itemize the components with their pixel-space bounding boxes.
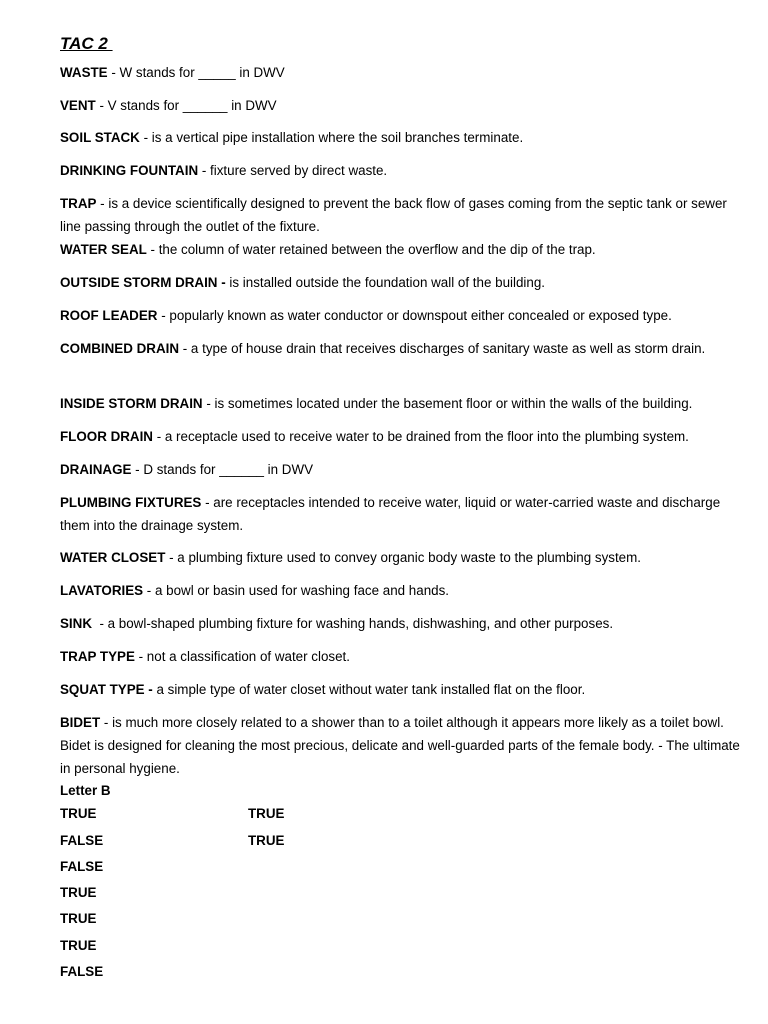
entry-term: SINK [60,616,92,631]
entry-definition: - is much more closely related to a shower than to a toilet although it appears more likely as a toilet bowl. Bidet is designed for cleaning the most precious, delicate and well-guarded parts of the female body. - The ultimate in personal hygiene. [60,715,740,776]
answer-col1-5: TRUE [60,911,97,926]
entry-trap [60,192,740,238]
entry-definition: - a bowl-shaped plumbing fixture for washing hands, dishwashing, and other purposes. [92,616,614,631]
entry-definition: a simple type of water closet without water tank installed flat on the floor. [152,682,586,697]
answer-col1-6: TRUE [60,938,97,953]
entry-combined-drain [60,337,740,360]
entry-term: BIDET [60,715,101,730]
answer-col1-4: TRUE [60,885,97,900]
entry-roof-leader [60,304,740,327]
entry-sink [60,612,740,635]
entry-definition: - is a device scientifically designed to prevent the back flow of gases coming from the septic tank or sewer line passing through the outlet of the fixture. [60,196,727,234]
entry-definition: - a bowl or basin used for washing face and hands. [143,583,450,598]
entry-drinking-fountain [60,159,740,182]
answer-col1-3: FALSE [60,859,104,874]
entry-definition: - not a classification of water closet. [134,649,350,664]
entry-definition: - a plumbing fixture used to convey organic body waste to the plumbing system. [165,550,642,565]
answer-col1-1: TRUE [60,806,97,821]
entry-term: WATER SEAL [60,242,147,257]
entry-term: OUTSIDE STORM DRAIN - [60,275,226,290]
entry-term: DRINKING FOUNTAIN [60,163,199,178]
entry-term: VENT [60,98,96,113]
entry-term: COMBINED DRAIN [60,341,180,356]
answer-col2-2: TRUE [248,833,285,848]
entry-water-closet [60,546,740,569]
entry-definition: - is sometimes located under the basement floor or within the walls of the building. [202,396,693,411]
entry-definition: - the column of water retained between the overflow and the dip of the trap. [146,242,596,257]
entry-term: FLOOR DRAIN [60,429,153,444]
letter-b-heading: Letter B [60,783,111,798]
entry-term: SQUAT TYPE - [60,682,153,697]
answer-col1-2: FALSE [60,833,104,848]
entry-definition: - a type of house drain that receives discharges of sanitary waste as well as storm drain. [179,341,706,356]
entry-bidet [60,711,740,780]
entry-definition: is installed outside the foundation wall of the building. [225,275,546,290]
entry-outside-storm-drain [60,271,740,294]
entry-term: SOIL STACK [60,130,140,145]
entry-trap-type [60,645,740,668]
entry-definition: - are receptacles intended to receive water, liquid or water-carried waste and discharge them into the drainage system. [60,495,721,533]
entry-definition: - a receptacle used to receive water to be drained from the floor into the plumbing system. [152,429,689,444]
entry-definition: - fixture served by direct waste. [198,163,388,178]
entry-definition: - popularly known as water conductor or downspout either concealed or exposed type. [157,308,672,323]
entry-lavatories [60,579,740,602]
entry-waste [60,61,740,84]
entry-squat-type [60,678,740,701]
entry-term: TRAP TYPE [60,649,135,664]
entry-term: INSIDE STORM DRAIN [60,396,203,411]
document-title: TAC 2 [60,34,113,53]
entry-term: TRAP [60,196,97,211]
entry-term: PLUMBING FIXTURES [60,495,202,510]
answer-col1-7: FALSE [60,964,104,979]
entry-drainage [60,458,740,481]
entry-water-seal [60,238,740,261]
entry-definition: - W stands for _____ in DWV [107,65,285,80]
entry-term: DRAINAGE [60,462,132,477]
entry-soil-stack [60,126,740,149]
entry-vent [60,94,740,117]
entry-floor-drain [60,425,740,448]
entry-term: WASTE [60,65,108,80]
answer-col2-1: TRUE [248,806,285,821]
entry-definition: - V stands for ______ in DWV [95,98,277,113]
entry-definition: - is a vertical pipe installation where the soil branches terminate. [139,130,524,145]
entry-term: WATER CLOSET [60,550,166,565]
entry-plumbing-fixtures [60,491,740,537]
entry-definition: - D stands for ______ in DWV [131,462,314,477]
entry-term: ROOF LEADER [60,308,158,323]
entry-term: LAVATORIES [60,583,144,598]
entry-inside-storm-drain [60,392,740,415]
